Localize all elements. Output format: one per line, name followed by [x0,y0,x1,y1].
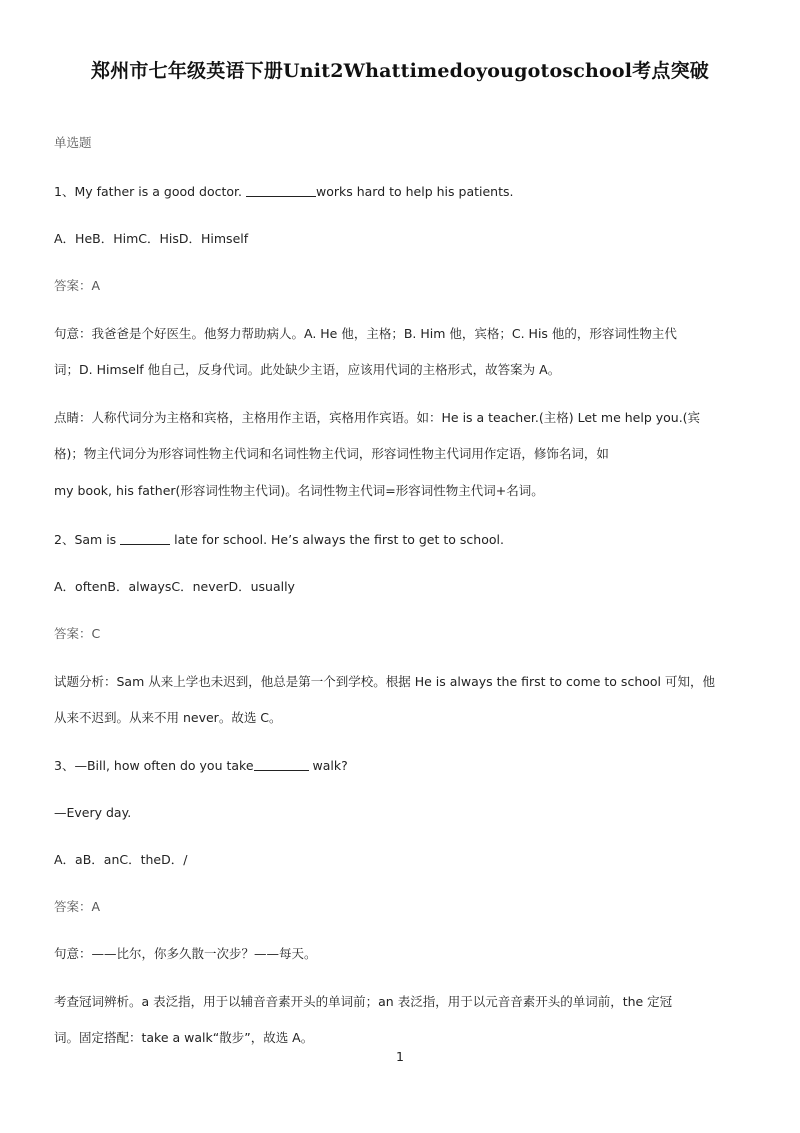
question-1-explanation-line-1: 句意：我爸爸是个好医生。他努力帮助病人。A. He 他，主格；B. Him 他，宾格；C. His 他的，形容词性物主代 [54,326,677,341]
question-1-tip-line-3: my book, his father(形容词性物主代词)。名词性物主代词=形容词性物主代词+名词。 [54,483,544,498]
question-1-options: A．HeB．HimC．HisD．Himself [54,231,249,246]
document-title: 郑州市七年级英语下册Unit2Whattimedoyougotoschool考点突破 [91,60,709,82]
question-3-explanation-line-2: 考查冠词辨析。a 表泛指，用于以辅音音素开头的单词前；an 表泛指，用于以元音音素开头的单词前，the 定冠 [54,994,673,1009]
question-2-stem-end: late for school. He’s always the first to get to school. [170,532,504,547]
page-number: 1 [396,1049,404,1064]
question-2-answer: 答案：C [54,626,101,641]
question-1-tip-line-1: 点睛：人称代词分为主格和宾格，主格用作主语，宾格用作宾语。如：He is a teacher.(主格) Let me help you.(宾 [54,410,701,425]
question-1-answer: 答案：A [54,278,101,293]
answer-blank [246,184,316,197]
question-1-tip-line-2: 格)；物主代词分为形容词性物主代词和名词性物主代词，形容词性物主代词用作定语，修饰名词，如 [54,446,609,461]
question-2-explanation-line-1: 试题分析：Sam 从来上学也未迟到，他总是第一个到学校。根据 He is always the first to come to school 可知，他 [54,674,715,689]
question-1-stem-start: 1、My father is a good doctor. [54,184,246,199]
question-2-stem-start: 2、Sam is [54,532,121,547]
answer-blank [120,532,170,545]
question-3-stem [54,757,746,775]
question-3-options: A．aB．anC．theD．/ [54,852,188,867]
question-3-explanation-line-1: 句意：——比尔，你多久散一次步？——每天。 [54,946,317,961]
question-3-answer: 答案：A [54,899,101,914]
question-2-options: A．oftenB．alwaysC．neverD．usually [54,579,295,594]
question-3-explanation-line-3: 词。固定搭配：take a walk“散步”，故选 A。 [54,1030,314,1045]
question-1-stem-end: works hard to help his patients. [315,184,514,199]
question-3-stem-end: walk? [308,758,348,773]
question-1-explanation-line-2: 词；D. Himself 他自己，反身代词。此处缺少主语，应该用代词的主格形式，故答案为 A。 [54,362,561,377]
answer-blank [254,758,309,771]
question-2-explanation-line-2: 从来不迟到。从来不用 never。故选 C。 [54,710,282,725]
question-1-stem [54,183,746,201]
question-3-reply: —Every day. [54,805,132,820]
question-3-stem-start: 3、—Bill, how often do you take [54,758,254,773]
question-2-stem [54,531,746,549]
section-heading: 单选题 [54,135,92,150]
